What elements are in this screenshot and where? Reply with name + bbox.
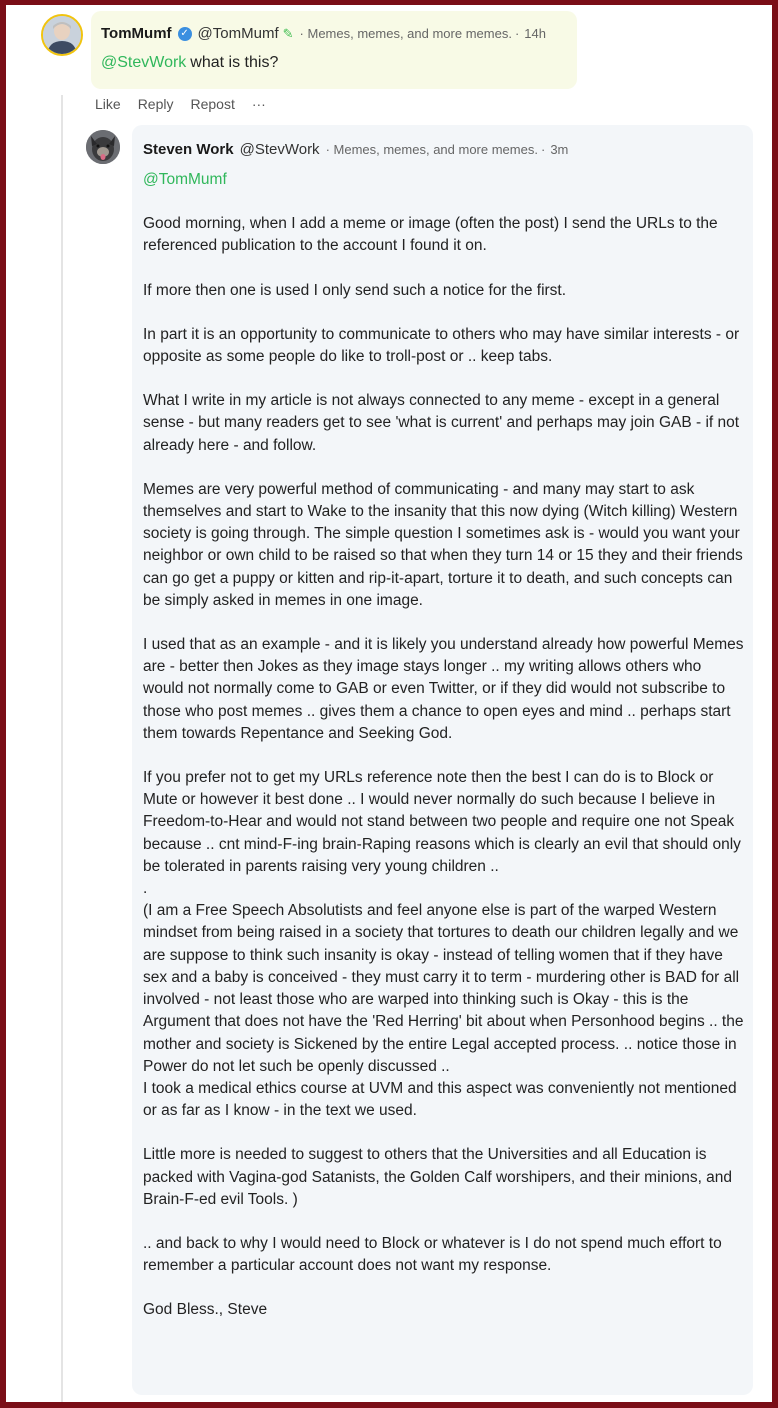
mention-link[interactable]: @StevWork: [101, 54, 187, 71]
comment-bubble: [91, 11, 577, 89]
author-name[interactable]: Steven Work: [143, 141, 234, 158]
avatar-stevenwork[interactable]: [86, 130, 120, 164]
author-handle[interactable]: @StevWork: [239, 141, 320, 158]
reply-paragraph: God Bless., Steve: [143, 1301, 268, 1319]
avatar-tommumf[interactable]: [41, 14, 83, 56]
reply-bubble: [132, 125, 753, 1395]
reply-paragraph: Memes are very powerful method of communicating - and many may start to ask themselves and start to Wake to the insanity that this now dying (Witch killing) Western society is going through. The simple question I sometimes ask is - would you want your neighbor or own child to be raised so that when they turn 14 or 15 they and their friends can go get a puppy or kitten and rip-it-apart, torture it to death, and such concepts can be simply asked in memes in one image.: [143, 480, 743, 609]
verified-icon: ✓: [178, 27, 192, 41]
reply-meta: · Memes, memes, and more memes. · 3m: [325, 142, 569, 157]
author-name[interactable]: TomMumf: [101, 25, 172, 42]
group-link[interactable]: Memes, memes, and more memes.: [333, 142, 538, 157]
comment-body: what is this?: [190, 54, 279, 71]
mention-link[interactable]: @TomMumf: [143, 171, 227, 188]
timestamp[interactable]: 14h: [524, 26, 546, 41]
author-handle[interactable]: @TomMumf: [197, 25, 279, 42]
comment-text: [101, 54, 278, 72]
reply-paragraph: What I write in my article is not always connected to any meme - except in a general sense - but many readers get to see 'what is current' and perhaps may join GAB - if not already here - and follow.: [143, 392, 740, 454]
reply-paragraph: .. and back to why I would need to Block or whatever is I do not spend much effort to remember a particular account does not want my response.: [143, 1234, 722, 1275]
repost-button[interactable]: Repost: [190, 96, 235, 112]
reply-paragraph: Little more is needed to suggest to others that the Universities and all Education is packed with Vagina-god Satanists, the Golden Calf worshipers, and their minions, and Brain-F-ed evil Tools. ): [143, 1146, 733, 1208]
pencil-icon: ✎: [282, 25, 294, 41]
comment-meta: · Memes, memes, and more memes. · 14h: [299, 26, 546, 41]
more-options-button[interactable]: ···: [251, 96, 266, 112]
reply-paragraph: If you prefer not to get my URLs reference note then the best I can do is to Block or Mute or however it best done .. I would never normally do such because I believe in Freedom-to-Hear and would not stand between two people and require one not Speak because .. cnt mind-F-ing brain-Raping reasons which is clearly an evil that should only be tolerated in parents raising very young children .. . (I am a Free Speech Absolutists and feel anyone else is part of the warped Western mindset from being raised in a society that tortures to death our children legally and we are suppose to think such insanity is okay - instead of telling women that if they have sex and a baby is conceived - they must carry it to term - murdering other is BAD for all involved - not least those who are warped into thinking such is Okay - this is the Argument that does not have the 'Red Herring' bit about when Personhood begins .. the mother and society is Sickened by the entire Legal accepted process. .. notice those in Power do not let such be openly discussed .. I took a medical ethics course at UVM and this aspect was conveniently not mentioned or as far as I know - in the text we used.: [143, 769, 744, 1120]
reply-paragraph: I used that as an example - and it is likely you understand already how powerful Memes are - better then Jokes as they image stays longer .. my writing allows others who would not normally come to GAB or even Twitter, or if they did would not subscribe to those who post memes .. gives them a chance to open eyes and mind .. perhaps start them towards Repentance and Seeking God.: [143, 636, 744, 742]
comment-actions: [95, 96, 283, 112]
reply-header: [143, 141, 568, 158]
comment-thread: [6, 5, 772, 1402]
reply-paragraph: In part it is an opportunity to communicate to others who may have similar interests - or opposite as some people do like to troll-post or .. keep tabs.: [143, 325, 740, 366]
timestamp[interactable]: 3m: [550, 142, 569, 157]
reply-paragraph: If more then one is used I only send such a notice for the first.: [143, 281, 567, 299]
thread-line: [61, 95, 63, 1402]
reply-paragraph: Good morning, when I add a meme or image (often the post) I send the URLs to the referenced publication to the account I found it on.: [143, 215, 718, 255]
like-button[interactable]: Like: [95, 96, 121, 112]
dog-photo-icon: [86, 130, 120, 164]
reply-paragraphs: [143, 213, 745, 1321]
reply-button[interactable]: Reply: [137, 96, 174, 112]
comment-header: [101, 25, 546, 42]
person-icon: [43, 16, 81, 54]
group-link[interactable]: Memes, memes, and more memes.: [307, 26, 512, 41]
reply-text: [143, 169, 745, 1322]
